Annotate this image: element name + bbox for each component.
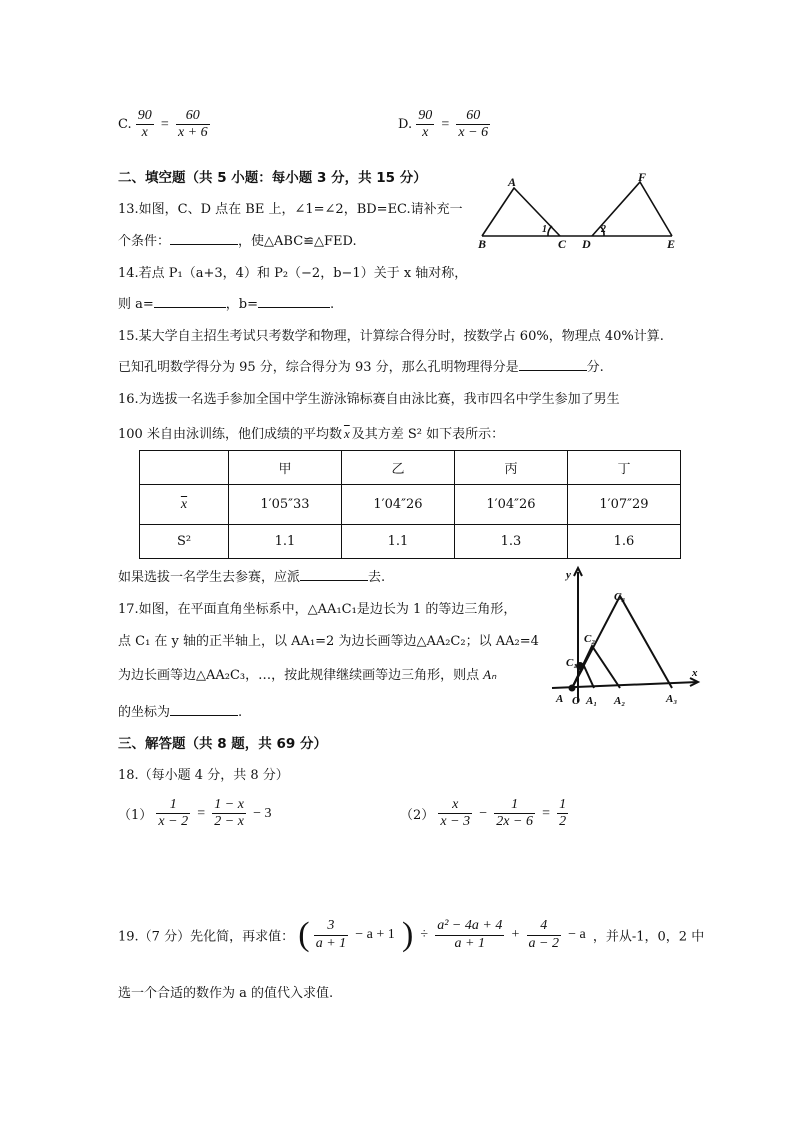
q17-blank[interactable] xyxy=(170,703,238,716)
label-o: O xyxy=(572,695,580,707)
option-c-rhs: $\frac{60}{x + 6}$ xyxy=(177,108,208,141)
figure-17 xyxy=(548,562,702,712)
q19-line1: 19.（7 分）先化简，再求值： ( $\frac{3}{a + 1}$ − a + 1 ) ÷ $\frac{\text{a² − 4a + 4}}{a + 1}$ + $\frac{4}{a - 2}$ − a ，并从-1，0，2 中 xyxy=(118,916,705,953)
q14-blank-a[interactable] xyxy=(154,295,226,308)
table-header: 乙 xyxy=(342,451,455,485)
q19-line2: 选一个合适的数作为 a 的值代入求值. xyxy=(118,986,334,1001)
row-label-variance: S² xyxy=(140,525,229,559)
table-header: 丁 xyxy=(568,451,681,485)
q15-blank[interactable] xyxy=(519,358,587,371)
table-row-mean xyxy=(140,485,681,525)
option-c: C. $\frac{90}{x}$ = $\frac{60}{x + 6}$ xyxy=(118,108,208,141)
table-header-row xyxy=(140,451,681,485)
q14-line2: 则 a= ，b= . xyxy=(118,297,335,312)
table-corner xyxy=(140,451,229,485)
triangle-abc xyxy=(482,188,560,236)
point-an: Aₙ xyxy=(483,667,497,682)
q18-part2: （2） $\frac{x}{x - 3}$ − $\frac{1}{2x - 6}$ = $\frac{1}{2}$ xyxy=(400,797,567,830)
table-header: 丙 xyxy=(455,451,568,485)
q18-part1: （1） $\frac{1}{x - 2}$ = $\frac{1 - x}{2 - x}$ − 3 xyxy=(118,797,272,830)
q16-line3: 如果选拔一名学生去参赛，应派 去. xyxy=(118,570,386,585)
table-row-variance xyxy=(140,525,681,559)
label-b: B xyxy=(478,237,487,251)
option-c-lhs: $\frac{90}{x}$ xyxy=(137,108,152,141)
label-x: x xyxy=(692,667,698,679)
triangle-1 xyxy=(572,666,594,688)
label-c: C xyxy=(558,237,567,251)
table-cell: 1′04″26 xyxy=(455,485,568,525)
table-cell: 1′07″29 xyxy=(568,485,681,525)
score-table xyxy=(139,450,681,559)
mean-symbol: $\overline{x}$ xyxy=(343,426,350,441)
q15-line1: 15.某大学自主招生考试只考数学和物理，计算综合得分时，按数学占 60%，物理点 40%计算. xyxy=(118,329,664,344)
q18-title: 18.（每小题 4 分，共 8 分） xyxy=(118,768,289,783)
label-c2: C₂ xyxy=(584,633,596,645)
section-2-title: 二、填空题（共 5 小题：每小题 3 分，共 15 分） xyxy=(118,170,427,186)
label-a1: A₁ xyxy=(586,695,598,707)
q14-line1: 14.若点 P₁（a+3，4）和 P₂（−2，b−1）关于 x 轴对称， xyxy=(118,266,468,281)
table-cell: 1.1 xyxy=(342,525,455,559)
section-3-title: 三、解答题（共 8 题，共 69 分） xyxy=(118,736,327,752)
option-d-lhs: $\frac{90}{x}$ xyxy=(418,108,433,141)
q13-blank[interactable] xyxy=(170,232,238,245)
label-angle-1: 1 xyxy=(542,224,547,235)
label-e: E xyxy=(667,237,676,251)
q17-line1: 17.如图，在平面直角坐标系中，△AA₁C₁是边长为 1 的等边三角形， xyxy=(118,602,517,617)
table-cell: 1.6 xyxy=(568,525,681,559)
figure-13 xyxy=(474,170,690,252)
q16-line1: 16.为选拔一名选手参加全国中学生游泳锦标赛自由泳比赛，我市四名中学生参加了男生 xyxy=(118,392,620,407)
q13-line2: 个条件： ，使△ABC≌△FED. xyxy=(118,234,357,249)
angle-1-arc xyxy=(548,226,552,236)
option-c-label: C. xyxy=(118,117,132,133)
label-a: A xyxy=(508,175,517,189)
q15-line2: 已知孔明数学得分为 95 分，综合得分为 93 分，那么孔明物理得分是 分. xyxy=(118,360,604,375)
q16-line2: 100 米自由泳训练，他们成绩的平均数 $\overline{x}$ 及其方差 S² 如下表所示： xyxy=(118,426,505,442)
label-angle-2: 2 xyxy=(601,224,606,235)
label-a2: A₂ xyxy=(614,695,626,707)
table-cell: 1.3 xyxy=(455,525,568,559)
table-header: 甲 xyxy=(229,451,342,485)
label-c1: C₁ xyxy=(566,657,578,669)
option-d-label: D. xyxy=(398,117,413,133)
q14-blank-b[interactable] xyxy=(258,295,330,308)
q17-line2: 点 C₁ 在 y 轴的正半轴上，以 AA₁=2 为边长画等边△AA₂C₂；以 AA₂=4 xyxy=(118,634,539,649)
label-c3: C₃ xyxy=(614,591,626,603)
q16-blank[interactable] xyxy=(300,568,368,581)
label-a: A xyxy=(556,693,564,705)
label-a3: A₃ xyxy=(666,693,678,705)
table-cell: 1.1 xyxy=(229,525,342,559)
table-cell: 1′04″26 xyxy=(342,485,455,525)
point-c1 xyxy=(577,663,583,669)
option-d-rhs: $\frac{60}{x - 6}$ xyxy=(458,108,489,141)
label-y: y xyxy=(566,569,571,581)
q13-line1: 13.如图，C、D 点在 BE 上，∠1=∠2，BD=EC.请补充一 xyxy=(118,202,463,217)
label-f: F xyxy=(638,170,647,184)
label-d: D xyxy=(582,237,591,251)
q17-line4: 的坐标为 . xyxy=(118,705,243,720)
option-d: D. $\frac{90}{x}$ = $\frac{60}{x - 6}$ xyxy=(398,108,489,141)
point-a xyxy=(570,686,575,691)
q17-line3: 为边长画等边△AA₂C₃，…，按此规律继续画等边三角形，则点 Aₙ xyxy=(118,667,497,683)
table-cell: 1′05″33 xyxy=(229,485,342,525)
row-label-mean: $\overline{x}$ xyxy=(140,485,229,525)
